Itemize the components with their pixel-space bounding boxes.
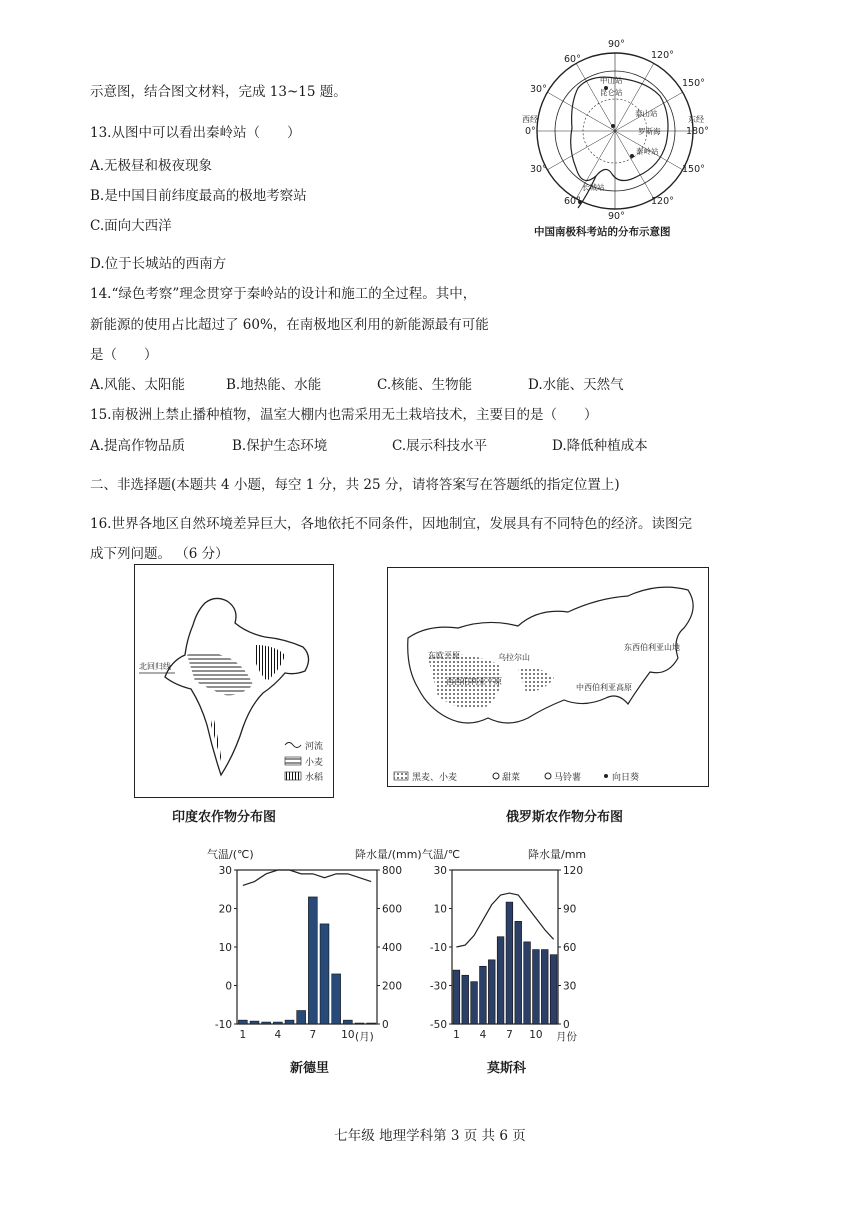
q16-line1: 16.世界各地区自然环境差异巨大，各地依托不同条件，因地制宜，发展具有不同特色的经济。读图完 <box>90 516 692 532</box>
q14-stem-line1: 14.“绿色考察”理念贯穿于秦岭站的设计和施工的全过程。其中， <box>90 286 477 302</box>
moscow-right-tick: 30 <box>563 980 577 993</box>
legend-sunflower: 向日葵 <box>612 773 640 783</box>
q14-option-b: B.地热能、水能 <box>226 377 322 393</box>
legend-wheat: 小麦 <box>305 758 324 768</box>
moscow-x-tick: 7 <box>506 1029 513 1041</box>
label-90-top: 90° <box>608 39 625 50</box>
newdelhi-right-tick: 600 <box>382 903 403 916</box>
newdelhi-precip-bar <box>367 1023 376 1024</box>
newdelhi-precip-bar <box>355 1023 364 1024</box>
newdelhi-plot-frame <box>237 870 377 1024</box>
moscow-precip-bar <box>533 950 540 1024</box>
label-kunlun: 昆仑站 <box>600 88 623 97</box>
newdelhi-right-tick: 400 <box>382 942 403 954</box>
newdelhi-x-tick: 10 <box>341 1029 355 1041</box>
qinling-marker <box>630 154 634 158</box>
label-0: 0° <box>525 126 536 137</box>
q16-line2: 成下列问题。 （6 分） <box>90 546 229 562</box>
newdelhi-precip-bar <box>285 1020 294 1024</box>
rice-region <box>255 645 285 681</box>
moscow-right-tick: 90 <box>563 903 577 916</box>
newdelhi-right-axis-title: 降水量/(mm) <box>355 848 422 861</box>
newdelhi-temp-line <box>243 870 371 885</box>
newdelhi-precip-bar <box>262 1022 271 1024</box>
newdelhi-precip-bar <box>238 1020 247 1024</box>
moscow-x-tick: 10 <box>529 1029 543 1041</box>
q14-stem-line2: 新能源的使用占比超过了 60%，在南极地区利用的新能源最有可能 <box>90 317 489 333</box>
moscow-left-tick: 30 <box>433 865 447 877</box>
label-90-bottom: 90° <box>608 211 625 222</box>
farm-region-siberia <box>518 667 554 692</box>
label-east-siberia: 东西伯利亚山地 <box>624 643 680 652</box>
q13-stem: 13.从图中可以看出秦岭站（ ） <box>90 125 301 141</box>
q13-option-d: D.位于长城站的西南方 <box>90 256 227 272</box>
q15-option-a: A.提高作物品质 <box>90 438 186 454</box>
moscow-x-unit: 月份 <box>556 1031 577 1043</box>
moscow-climate-chart <box>420 842 595 1043</box>
q15-option-d: D.降低种植成本 <box>552 438 648 454</box>
newdelhi-caption: 新德里 <box>290 1061 330 1076</box>
label-west-siberia: 西西伯利亚平原 <box>446 677 502 686</box>
moscow-precip-bar <box>506 902 513 1024</box>
antarctic-map-caption: 中国南极科考站的分布示意图 <box>534 226 671 238</box>
q14-options <box>90 373 624 393</box>
newdelhi-precip-bar <box>297 1011 306 1024</box>
moscow-x-tick: 1 <box>453 1029 460 1041</box>
q14-option-c: C.核能、生物能 <box>377 377 473 393</box>
legend-river: 河流 <box>305 742 324 752</box>
moscow-left-tick: -50 <box>429 1019 447 1031</box>
moscow-precip-bar <box>462 975 469 1024</box>
label-east-europe: 东欧平原 <box>428 651 460 660</box>
label-east-long: 东经 <box>688 115 704 124</box>
label-60-tl: 60° <box>564 54 581 65</box>
label-zhongshan: 中山站 <box>600 76 623 85</box>
newdelhi-climate-chart <box>205 842 422 1043</box>
moscow-precip-bar <box>453 970 460 1024</box>
label-qinling: 秦岭站 <box>636 147 659 156</box>
moscow-right-tick: 0 <box>563 1019 570 1031</box>
antarctic-station-map <box>520 36 720 246</box>
newdelhi-left-tick: 0 <box>225 980 232 993</box>
section2-heading: 二、非选择题(本题共 4 小题，每空 1 分，共 25 分，请将答案写在答题纸的指定位置上) <box>90 477 620 493</box>
label-ross: 罗斯海 <box>638 127 661 136</box>
q15-stem: 15.南极洲上禁止播种植物，温室大棚内也需采用无土栽培技术，主要目的是（ ） <box>90 407 598 423</box>
india-map <box>134 564 334 798</box>
label-30-bl: 30° <box>530 164 547 175</box>
q15-option-b: B.保护生态环境 <box>232 438 328 454</box>
newdelhi-precip-bar <box>250 1021 259 1024</box>
moscow-precip-bar <box>515 921 522 1024</box>
russia-map <box>387 567 709 787</box>
moscow-x-tick: 4 <box>479 1029 487 1041</box>
newdelhi-left-tick: -10 <box>214 1019 232 1031</box>
newdelhi-x-unit: (月) <box>355 1031 374 1043</box>
moscow-temp-line <box>456 893 553 947</box>
legend-sugarbeet: 甜菜 <box>502 773 521 783</box>
moscow-left-tick: -30 <box>429 980 447 993</box>
label-150-r: 150° <box>682 78 705 89</box>
kunlun-marker <box>611 124 615 128</box>
q13-option-c: C.面向大西洋 <box>90 218 172 234</box>
label-west-long: 西经 <box>522 115 538 124</box>
newdelhi-right-tick: 0 <box>382 1019 389 1031</box>
russia-map-caption: 俄罗斯农作物分布图 <box>506 810 624 825</box>
moscow-precip-bar <box>471 982 478 1024</box>
q15-option-c: C.展示科技水平 <box>392 438 488 454</box>
label-central-siberia: 中西伯利亚高原 <box>576 683 632 692</box>
label-120-tr: 120° <box>651 50 674 61</box>
moscow-precip-bar <box>524 942 531 1024</box>
moscow-left-tick: 10 <box>433 903 447 916</box>
label-changcheng: 长城站 <box>582 183 605 192</box>
label-taishan: 泰山站 <box>635 109 658 118</box>
moscow-caption: 莫斯科 <box>487 1061 527 1076</box>
page-footer: 七年级 地理学科第 3 页 共 6 页 <box>334 1128 526 1144</box>
legend-rice: 水稻 <box>305 773 324 783</box>
q14-option-a: A.风能、太阳能 <box>90 377 186 393</box>
moscow-precip-bar <box>550 955 557 1024</box>
q13-option-b: B.是中国目前纬度最高的极地考察站 <box>90 188 307 204</box>
newdelhi-left-tick: 20 <box>218 903 232 916</box>
moscow-precip-bar <box>541 950 548 1024</box>
q13-option-a: A.无极昼和极夜现象 <box>90 158 213 174</box>
newdelhi-precip-bar <box>308 897 317 1024</box>
wheat-region <box>187 652 253 695</box>
tropic-label: 北回归线 <box>139 662 171 671</box>
newdelhi-left-axis-title: 气温/(℃) <box>207 848 254 861</box>
legend-potato: 马铃薯 <box>554 773 582 783</box>
moscow-precip-bar <box>480 966 487 1024</box>
newdelhi-precip-bar <box>320 924 329 1024</box>
moscow-precip-bar <box>488 960 495 1024</box>
newdelhi-x-tick: 4 <box>274 1029 282 1041</box>
q15-options <box>90 434 648 454</box>
newdelhi-precip-bar <box>273 1022 282 1024</box>
newdelhi-right-tick: 800 <box>382 865 403 877</box>
newdelhi-right-tick: 200 <box>382 980 403 993</box>
newdelhi-precip-bar <box>343 1020 352 1024</box>
label-150-br: 150° <box>682 164 705 175</box>
intro-tail: 示意图，结合图文材料，完成 13~15 题。 <box>90 84 347 100</box>
india-map-caption: 印度农作物分布图 <box>172 810 277 825</box>
label-120-br: 120° <box>651 196 674 207</box>
legend-rye-wheat: 黑麦、小麦 <box>412 773 458 783</box>
moscow-right-tick: 60 <box>563 942 577 954</box>
newdelhi-left-tick: 10 <box>218 942 232 954</box>
newdelhi-precip-bar <box>332 974 341 1024</box>
newdelhi-left-tick: 30 <box>218 865 232 877</box>
label-30-l: 30° <box>530 84 547 95</box>
moscow-precip-bar <box>497 937 504 1024</box>
q14-option-d: D.水能、天然气 <box>528 377 624 393</box>
label-60-bl: 60° <box>564 196 581 207</box>
moscow-right-tick: 120 <box>563 865 584 877</box>
moscow-left-tick: -10 <box>429 942 447 954</box>
label-180: 180° <box>686 126 709 137</box>
q14-stem-line3: 是（ ） <box>90 347 158 363</box>
moscow-left-axis-title: 气温/℃ <box>422 848 461 861</box>
newdelhi-x-tick: 7 <box>309 1029 317 1041</box>
newdelhi-x-tick: 1 <box>239 1029 247 1041</box>
label-ural: 乌拉尔山 <box>498 653 530 662</box>
moscow-right-axis-title: 降水量/mm <box>528 848 587 861</box>
